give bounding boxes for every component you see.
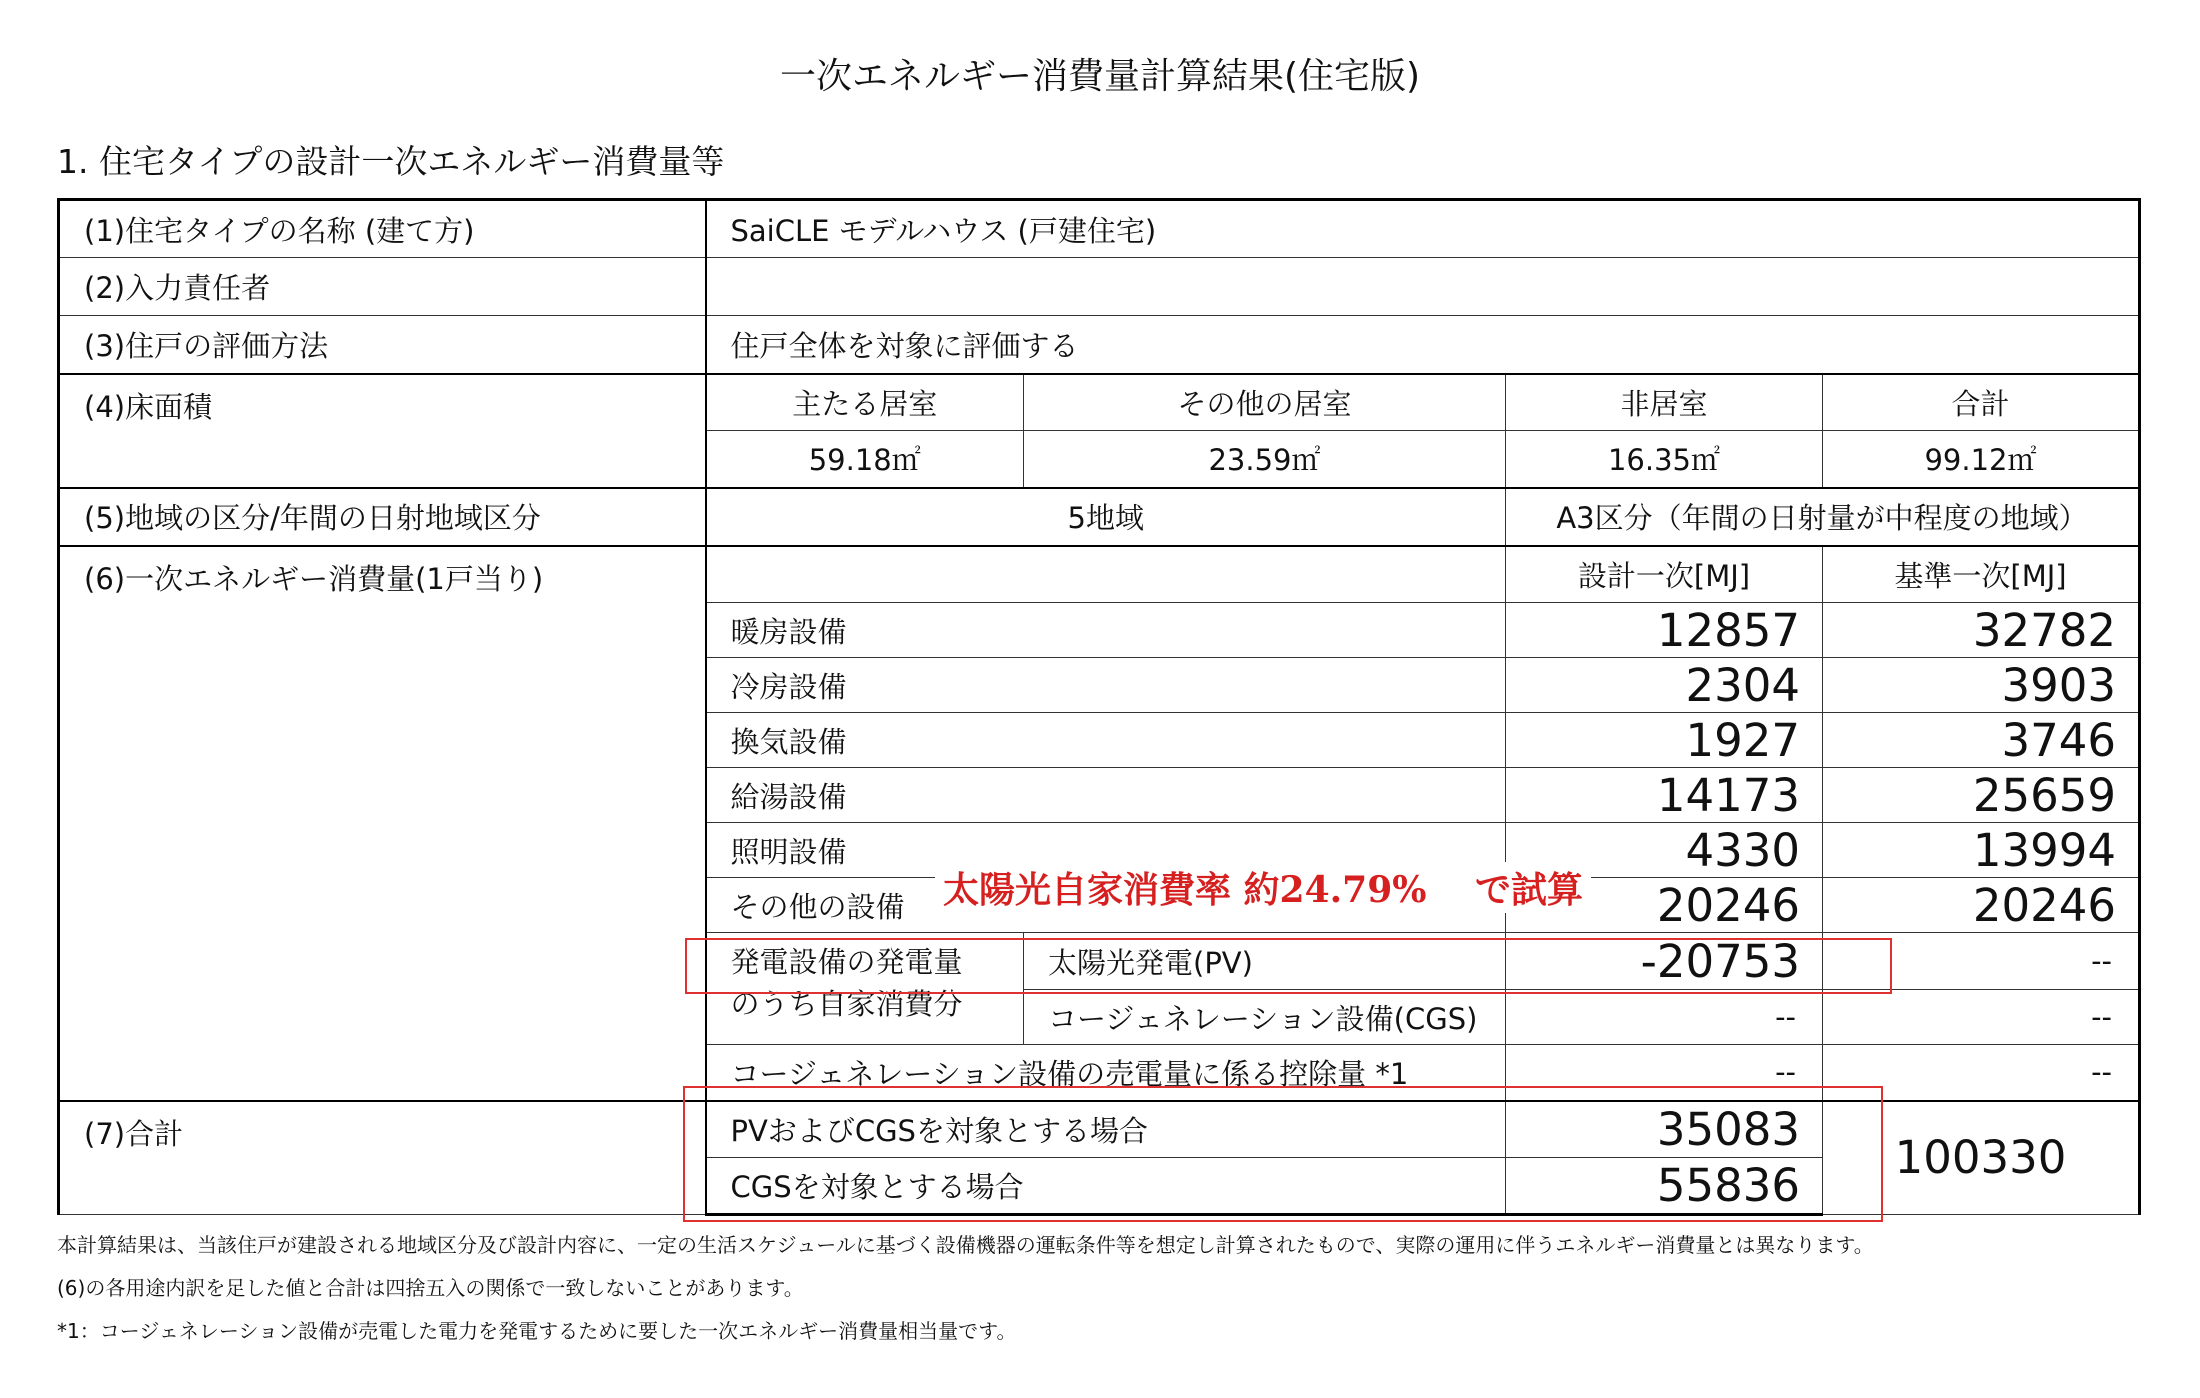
footnotes	[57, 1224, 1874, 1353]
total-cgs-only-design: 55836	[1506, 1158, 1823, 1215]
design-value: 2304	[1506, 658, 1823, 713]
col-standard: 基準一次[MJ]	[1823, 546, 2140, 603]
cgs-design: --	[1506, 990, 1823, 1045]
floor-head-other-room: その他の居室	[1024, 374, 1506, 431]
floor-value-main-room: 59.18㎡	[706, 431, 1024, 488]
row-energy-head	[59, 546, 2140, 603]
label-input-person: (2)入力責任者	[59, 258, 706, 316]
value-eval-method: 住戸全体を対象に評価する	[706, 316, 2140, 374]
label-house-name: (1)住宅タイプの名称 (建て方)	[59, 200, 706, 258]
standard-value: 3903	[1823, 658, 2140, 713]
standard-value: 3746	[1823, 713, 2140, 768]
floor-head-main-room: 主たる居室	[706, 374, 1024, 431]
standard-value: 32782	[1823, 603, 2140, 658]
row-eval-method	[59, 316, 2140, 374]
footnote: (6)の各用途内訳を足した値と合計は四捨五入の関係で一致しないことがあります。	[57, 1276, 804, 1300]
energy-table	[57, 198, 2141, 1216]
pv-highlight-box	[685, 938, 1892, 994]
standard-value: 25659	[1823, 768, 2140, 823]
design-value: 20246	[1506, 878, 1823, 933]
cgs-name: コージェネレーション設備(CGS)	[1024, 990, 1506, 1045]
label-total: (7)合計	[59, 1101, 706, 1215]
deduction-design: --	[1506, 1045, 1823, 1101]
row-region	[59, 488, 2140, 546]
floor-value-total: 99.12㎡	[1823, 431, 2140, 488]
item-name: 給湯設備	[706, 768, 1506, 823]
label-floor-area: (4)床面積	[59, 374, 706, 488]
generation-label-line2: のうち自家消費分	[730, 987, 963, 1021]
label-energy: (6)一次エネルギー消費量(1戸当り)	[59, 546, 706, 1101]
total-standard: 100330	[1823, 1101, 2140, 1215]
generation-label-line1: 発電設備の発電量	[730, 945, 963, 979]
deduction-name: コージェネレーション設備の売電量に係る控除量 *1	[706, 1045, 1506, 1101]
total-highlight-box	[683, 1086, 1883, 1222]
cgs-standard: --	[1823, 990, 2140, 1045]
design-value: 14173	[1506, 768, 1823, 823]
row-input-person	[59, 258, 2140, 316]
label-eval-method: (3)住戸の評価方法	[59, 316, 706, 374]
item-name: その他の設備	[706, 878, 1506, 933]
item-name: 照明設備	[706, 823, 1506, 878]
page-title: 一次エネルギー消費量計算結果(住宅版)	[779, 56, 1421, 97]
self-consumption-annotation: 太陽光自家消費率 約24.79% で試算	[935, 862, 1591, 913]
total-pv-cgs-design: 35083	[1506, 1101, 1823, 1158]
footnote: 本計算結果は、当該住戸が建設される地域区分及び設計内容に、一定の生活スケジュールに基づく設備機器の運転条件等を想定し計算されたもので、実際の運用に伴うエネルギー消費量とは異なります。	[57, 1233, 1874, 1257]
row-floor-area-head	[59, 374, 2140, 431]
energy-head-blank	[706, 546, 1506, 603]
design-value: 1927	[1506, 713, 1823, 768]
total-pv-cgs-name: PVおよびCGSを対象とする場合	[706, 1101, 1506, 1158]
pv-name: 太陽光発電(PV)	[1024, 933, 1506, 990]
standard-value: 13994	[1823, 823, 2140, 878]
item-name: 換気設備	[706, 713, 1506, 768]
row-house-name	[59, 200, 2140, 258]
value-region: 5地域	[706, 488, 1506, 546]
value-house-name: SaiCLE モデルハウス (戸建住宅)	[706, 200, 2140, 258]
floor-head-non-room: 非居室	[1506, 374, 1823, 431]
section-heading: 1. 住宅タイプの設計一次エネルギー消費量等	[57, 142, 725, 181]
footnote: *1：コージェネレーション設備が売電した電力を発電するために要した一次エネルギー消費量相当量です。	[57, 1319, 1017, 1343]
label-region: (5)地域の区分/年間の日射地域区分	[59, 488, 706, 546]
item-name: 冷房設備	[706, 658, 1506, 713]
standard-value: 20246	[1823, 878, 2140, 933]
floor-head-total: 合計	[1823, 374, 2140, 431]
item-name: 暖房設備	[706, 603, 1506, 658]
value-input-person	[706, 258, 2140, 316]
pv-design: -20753	[1506, 933, 1823, 990]
value-solar-region: A3区分（年間の日射量が中程度の地域）	[1506, 488, 2140, 546]
design-value: 12857	[1506, 603, 1823, 658]
deduction-standard: --	[1823, 1045, 2140, 1101]
design-value: 4330	[1506, 823, 1823, 878]
floor-value-non-room: 16.35㎡	[1506, 431, 1823, 488]
floor-value-other-room: 23.59㎡	[1024, 431, 1506, 488]
total-cgs-only-name: CGSを対象とする場合	[706, 1158, 1506, 1215]
col-design: 設計一次[MJ]	[1506, 546, 1823, 603]
pv-standard: --	[1823, 933, 2140, 990]
